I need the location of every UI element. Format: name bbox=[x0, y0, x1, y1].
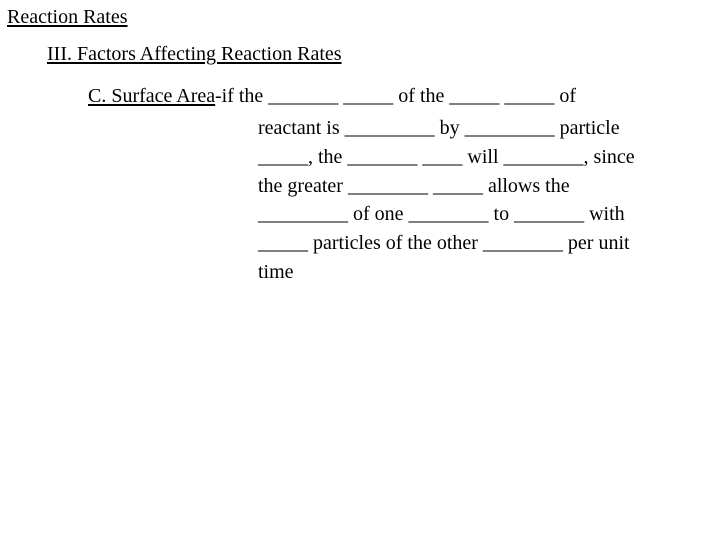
body-text bbox=[258, 114, 635, 287]
body-line: _____, the _______ ____ will ________, since bbox=[258, 145, 635, 168]
intro-line: -if the _______ _____ of the _____ _____ of bbox=[215, 85, 577, 107]
section-heading: III. Factors Affecting Reaction Rates bbox=[47, 43, 342, 65]
body-line: the greater ________ _____ allows the bbox=[258, 174, 570, 197]
subheading: C. Surface Area bbox=[88, 85, 216, 107]
body-line: time bbox=[258, 260, 294, 283]
body-line: _____ particles of the other ________ per unit bbox=[258, 232, 630, 255]
body-line: reactant is _________ by _________ particle bbox=[258, 117, 620, 139]
body-line: _________ of one ________ to _______ with bbox=[258, 203, 625, 226]
page-title: Reaction Rates bbox=[7, 6, 128, 28]
